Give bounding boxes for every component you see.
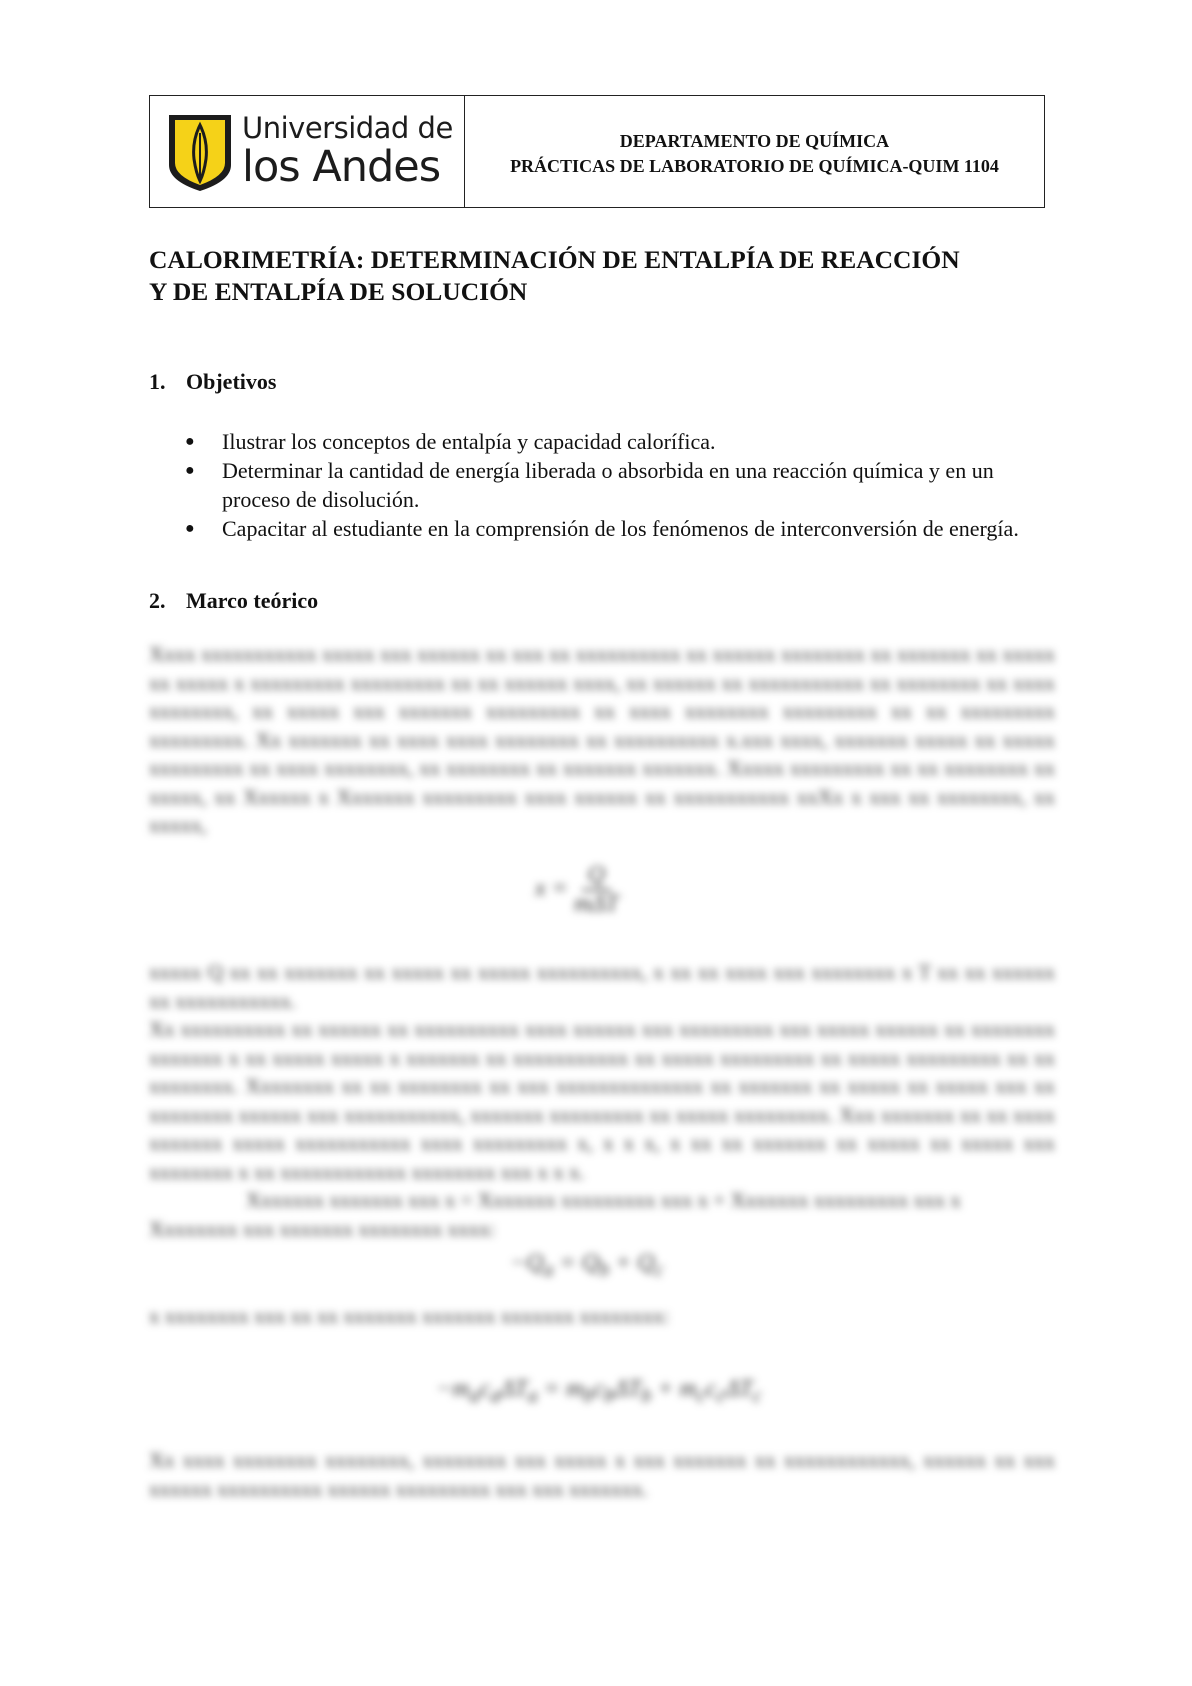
section-heading-theory xyxy=(149,588,318,614)
bullet-icon: ● xyxy=(185,520,195,537)
list-item xyxy=(185,427,1022,456)
section-heading-objectives xyxy=(149,369,276,395)
objective-text: Capacitar al estudiante en la comprensión de los fenómenos de interconversión de energía. xyxy=(222,516,1019,541)
document-title xyxy=(149,244,1049,308)
department-name: DEPARTAMENTO DE QUÍMICA xyxy=(619,130,890,151)
blurred-formula: $-m_ac_a\Delta T_a = m_bc_b\Delta T_b + m_cc_c\Delta T_c$ xyxy=(436,1376,762,1407)
title-line-1: CALORIMETRÍA: DETERMINACIÓN DE ENTALPÍA DE REACCIÓN xyxy=(149,245,960,274)
bullet-icon: ● xyxy=(185,462,195,479)
blurred-paragraph: xxxxx Q xx xx xxxxxxx xx xxxxx xx xxxxx xxxxxxxxxx, x xx xx xxxx xxx xxxxxxxx x T xx xx xxxxxx xx xxxxxxxxxxx. Xx xxxxxxxxxx xx xxxxxx xx xxxxxxxxxx xxxx xxxxxx xxx xxxxxxxxx xxx xxxxx xxxxxx xx xxxxxxxx xxxxxxx x xx xxxxx xxxxx x xxxxxxx xx xxxxxxxxxxx xx xxxxx xxxxxxxxx xx xxxxx xxxxxxxxx xx xx xxxxxxxx. Xxxxxxxx xx xx xxxxxxxx xx xxx xxxxxxxxxxxxxx xx xxxxxxx xx xxxxx xx xxxxx xxx xx xxxxxxxx xxxxxx xxx xxxxxxxxxxx, xxxxxxx xxxxxxxxx xx xxxxx xxxxxxxxx. Xxx xxxxxxx xx xx xxxx xxxxxxx xxxxx xxxxxxxxxxx xxxx xxxxxxxxx x, x x x, x xx xx xxxxxxx xx xxxxx xx xxxxx xxx xxxxxxxx x xx xxxxxxxxxxxx xxxxxxxx xxx x x x. Xxxxxxx xxxxxxx xxx x = Xxxxxxx xxxxxxxxx xxx x + Xxxxxxx xxxxxxxxx xxx x Xxxxxxxx xxx xxxxxxx xxxxxxxx xxxx: xyxy=(149,960,1055,1241)
list-item xyxy=(185,456,1022,514)
header-box xyxy=(149,95,1045,208)
section-number: 2. xyxy=(149,588,166,613)
objective-text: Determinar la cantidad de energía liberada o absorbida en una reacción química y en un proceso de disolución. xyxy=(222,458,994,512)
blurred-paragraph: Xxxx xxxxxxxxxxx xxxxx xxx xxxxxx xx xxx xx xxxxxxxxxx xx xxxxxx xxxxxxxx xx xxxxxxx xx xxxxx xx xxxxx x xxxxxxxxx xxxxxxxxx xx xx xxxxxx xxxx, xx xxxxxx xx xxxxxxxxxxx xx xxxxxxxx xx xxxx xxxxxxxx, xx xxxxx xxx xxxxxxx xxxxxxxxx xx xxxx xxxxxxxx xxxxxxxxx xx xx xxxxxxxxx xxxxxxxxx. Xx xxxxxxx xx xxxx xxxx xxxxxxxx xx xxxxxxxxxx x.xxx xxxx, xxxxxxx xxxxx xx xxxxx xxxxxxxxx xx xxxx xxxxxxxx, xx xxxxxxxx xx xxxxxxx xxxxxxx. Xxxxx xxxxxxxxx xx xx xxxxxxxx xx xxxxx, xx Xxxxxx x Xxxxxxx xxxxxxxxx xxxx xxxxxx xx xxxxxxxxxxx xxXx x xxx xx xxxxxxxx, xx xxxxx, xyxy=(149,642,1055,837)
blurred-formula: $-Q_a = Q_b + Q_c$ xyxy=(510,1250,664,1281)
blurred-formula: x = $\frac{Q}{\text{mΔT}}$ xyxy=(535,862,619,917)
objective-text: Ilustrar los conceptos de entalpía y capacidad calorífica. xyxy=(222,429,716,454)
logo-line-1: Universidad de xyxy=(242,111,453,145)
blurred-paragraph: x xxxxxxxx xxx xx xx xxxxxxx xxxxxxx xxxxxxx xxxxxxxx: xyxy=(149,1304,670,1328)
blurred-paragraph: Xx xxxx xxxxxxxx xxxxxxxx, xxxxxxxx xxx xxxxx x xxx xxxxxxx xx xxxxxxxxxxxx, xxxxxx xx xxx xxxxxx xxxxxxxxxx xxxxxx xxxxxxxxx xxx xxx xxxxxxx. xyxy=(149,1448,1055,1501)
shield-logo-icon xyxy=(165,111,235,193)
section-title: Objetivos xyxy=(186,369,277,394)
title-line-2: Y DE ENTALPÍA DE SOLUCIÓN xyxy=(149,277,528,306)
section-title: Marco teórico xyxy=(186,588,319,613)
university-logo xyxy=(150,96,465,207)
department-cell xyxy=(465,96,1044,207)
list-item xyxy=(185,514,1022,543)
objectives-list xyxy=(185,427,1045,543)
course-name: PRÁCTICAS DE LABORATORIO DE QUÍMICA-QUIM 1104 xyxy=(510,155,999,176)
section-number: 1. xyxy=(149,369,166,394)
logo-line-2: los Andes xyxy=(242,142,441,192)
logo-wordmark xyxy=(242,111,453,192)
bullet-icon: ● xyxy=(185,433,195,450)
